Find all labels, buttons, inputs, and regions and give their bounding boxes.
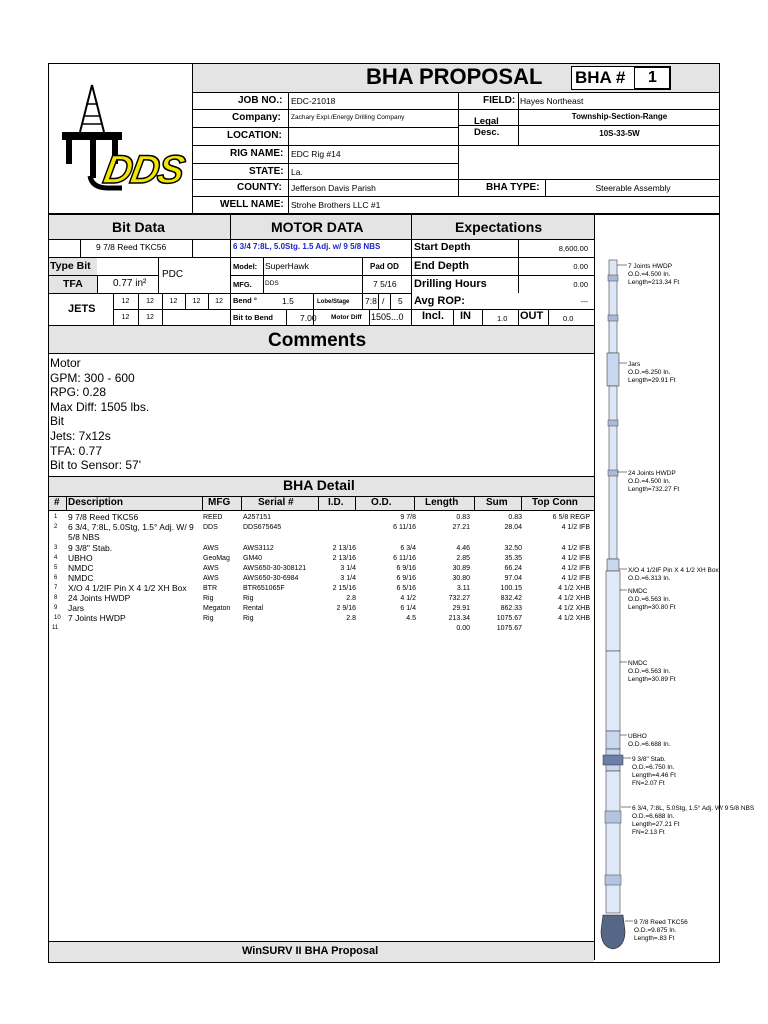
cell-description: NMDC bbox=[68, 573, 94, 583]
cell-mfg: Rig bbox=[203, 595, 214, 602]
diagram-label-line: 24 Joints HWDP bbox=[628, 470, 676, 477]
line bbox=[230, 309, 411, 310]
cell-sum: 35.35 bbox=[504, 555, 522, 562]
line bbox=[378, 293, 379, 309]
diagram-label-line: UBHO bbox=[628, 733, 647, 740]
cell-sum: 832.42 bbox=[500, 595, 522, 602]
diagram-label bbox=[621, 804, 755, 836]
cell-sum: 32.50 bbox=[504, 545, 522, 552]
legal-desc-label: Legal Desc. bbox=[474, 116, 500, 138]
diagram-label-line: Length=4.46 Ft bbox=[632, 772, 676, 779]
bha-diagram bbox=[595, 215, 755, 960]
well-name-value: Strohe Brothers LLC #1 bbox=[291, 200, 381, 210]
diagram-label-line: Length=213.34 Ft bbox=[628, 279, 680, 286]
comment-line: Jets: 7x12s bbox=[50, 428, 111, 443]
ubho-shape bbox=[606, 731, 620, 749]
line bbox=[113, 309, 230, 310]
diagram-label-line: Length=.83 Ft bbox=[634, 935, 675, 942]
lobe-stage-label: Lobe/Stage bbox=[317, 299, 350, 305]
cell-sum: 100.15 bbox=[500, 585, 522, 592]
incl-in-value: 1.0 bbox=[497, 314, 508, 323]
cell-od: 6 9/16 bbox=[396, 575, 416, 582]
end-depth-label: End Depth bbox=[414, 260, 469, 272]
bit-data-header: Bit Data bbox=[112, 219, 165, 235]
county-value: Jefferson Davis Parish bbox=[291, 183, 376, 193]
cell-top-conn: 4 1/2 XHB bbox=[558, 585, 590, 592]
cell-description: 9 7/8 Reed TKC56 bbox=[68, 512, 139, 522]
cell-num: 9 bbox=[54, 605, 58, 611]
incl-out-label: OUT bbox=[520, 310, 544, 322]
motor-desc: 6 3/4 7:8L, 5.0Stg. 1.5 Adj. w/ 9 5/8 NBS bbox=[233, 242, 381, 251]
cell-mfg: GeoMag bbox=[203, 555, 230, 562]
comment-line: Bit to Sensor: 57' bbox=[50, 458, 142, 473]
comments-body bbox=[50, 356, 590, 473]
cell-id: 2.8 bbox=[346, 615, 356, 622]
line bbox=[362, 293, 363, 309]
cell-num: 10 bbox=[54, 615, 61, 621]
cell-mfg: REED bbox=[203, 514, 223, 521]
comment-line: RPG: 0.28 bbox=[50, 385, 107, 400]
line bbox=[66, 496, 67, 510]
cell-id: 2 15/16 bbox=[332, 585, 356, 592]
cell-serial: GM40 bbox=[243, 555, 263, 562]
cell-length: 30.80 bbox=[452, 575, 470, 582]
diagram-label-line: 9 3/8" Stab. bbox=[632, 756, 666, 763]
bha-type-label: BHA TYPE: bbox=[486, 182, 540, 193]
diagram-label-line: 9 7/8 Reed TKC56 bbox=[634, 919, 688, 926]
cell-serial: BTR651065F bbox=[243, 585, 285, 592]
cell-description: Jars bbox=[68, 603, 85, 613]
table-row bbox=[48, 544, 594, 554]
jet-value: 12 bbox=[146, 314, 154, 321]
crossover-shape bbox=[607, 559, 619, 571]
bha-number-label: BHA # bbox=[575, 68, 626, 87]
diagram-label bbox=[620, 733, 671, 748]
bend-value: 1.5 bbox=[282, 296, 294, 306]
cell-serial: A257151 bbox=[243, 514, 272, 521]
logo bbox=[52, 80, 190, 206]
cell-top-conn: 4 1/2 IFB bbox=[561, 555, 590, 562]
comments-header: Comments bbox=[268, 330, 367, 351]
cell-serial: Rental bbox=[243, 605, 264, 612]
line bbox=[48, 257, 594, 258]
cell-num: 1 bbox=[54, 514, 58, 520]
table-row bbox=[48, 594, 594, 604]
line bbox=[390, 293, 391, 309]
cell-mfg: Megaton bbox=[203, 605, 231, 612]
start-depth-label: Start Depth bbox=[414, 241, 471, 253]
cell-mfg: Rig bbox=[203, 615, 214, 622]
col-header-length: Length bbox=[425, 497, 459, 508]
table-row bbox=[48, 604, 594, 614]
line bbox=[193, 92, 720, 93]
line bbox=[193, 145, 720, 146]
cell-serial: AWS650-30-6984 bbox=[243, 575, 299, 582]
diagram-label-line: FN=2.13 Ft bbox=[632, 829, 665, 836]
jet-value: 12 bbox=[146, 298, 154, 305]
cell-sum: 66.24 bbox=[504, 565, 522, 572]
cell-top-conn: 4 1/2 XHB bbox=[558, 605, 590, 612]
cell-top-conn: 4 1/2 IFB bbox=[561, 545, 590, 552]
nmdc-lower-shape bbox=[606, 651, 620, 731]
drilling-hours-value: 0.00 bbox=[573, 280, 588, 289]
diagram-label bbox=[617, 263, 679, 286]
cell-num: 7 bbox=[54, 585, 58, 591]
diagram-label bbox=[620, 660, 676, 683]
line bbox=[193, 179, 720, 180]
cell-sum: 28.04 bbox=[504, 524, 522, 531]
diagram-label-line: O.D.=6.688 In. bbox=[632, 813, 675, 820]
diagram-label bbox=[619, 361, 676, 384]
jets-label: JETS bbox=[68, 303, 96, 315]
line bbox=[193, 196, 720, 197]
diagram-label-line: X/O 4 1/2IF Pin X 4 1/2 XH Box bbox=[628, 567, 719, 574]
comment-line: Max Diff: 1505 lbs. bbox=[50, 399, 150, 414]
cell-description: 24 Joints HWDP bbox=[68, 593, 131, 603]
location-label: LOCATION: bbox=[227, 130, 282, 141]
diagram-label bbox=[617, 470, 679, 493]
cell-serial: DDS675645 bbox=[243, 524, 282, 531]
col-header-serial: Serial # bbox=[258, 497, 294, 508]
page-title: BHA PROPOSAL bbox=[366, 64, 543, 89]
diagram-label-line: NMDC bbox=[628, 660, 648, 667]
diagram-label-line: O.D.=4.500 In. bbox=[628, 271, 671, 278]
motor-model-label: Model: bbox=[233, 262, 258, 271]
motor-mfg-label: MFG. bbox=[233, 280, 252, 289]
cell-od: 6 11/16 bbox=[393, 524, 416, 531]
col-header-od: O.D. bbox=[371, 497, 392, 508]
col-header-top-conn: Top Conn bbox=[532, 497, 578, 508]
well-name-label: WELL NAME: bbox=[220, 199, 284, 210]
cell-serial: AWS3112 bbox=[243, 545, 274, 552]
cell-mfg: AWS bbox=[203, 575, 219, 582]
diagram-label-line: 6 3/4, 7:8L, 5.0Stg, 1.5° Adj. W/ 9 5/8 NBS bbox=[632, 805, 755, 812]
line bbox=[80, 239, 81, 257]
state-value: La. bbox=[291, 167, 303, 177]
motor-model-value: SuperHawk bbox=[265, 261, 309, 271]
bend-label: Bend ° bbox=[233, 296, 257, 305]
diagram-label-line: O.D.=6.313 In. bbox=[628, 575, 671, 582]
cell-length: 27.21 bbox=[452, 524, 470, 531]
hwdp-upset bbox=[608, 315, 618, 321]
col-header-id: I.D. bbox=[328, 497, 344, 508]
hwdp-7-joints-shape bbox=[609, 260, 617, 353]
line bbox=[548, 309, 549, 325]
company-label: Company: bbox=[232, 112, 281, 123]
cell-num: 4 bbox=[54, 555, 58, 561]
table-row bbox=[48, 554, 594, 564]
line bbox=[263, 257, 264, 293]
table-row bbox=[48, 564, 594, 574]
line bbox=[288, 92, 289, 213]
cell-description-line2: 5/8 NBS bbox=[68, 532, 100, 542]
cell-description: 7 Joints HWDP bbox=[68, 613, 126, 623]
cell-description: X/O 4 1/2IF Pin X 4 1/2 XH Box bbox=[68, 583, 187, 593]
line bbox=[518, 239, 519, 293]
cell-top-conn: 6 5/8 REGP bbox=[552, 514, 590, 521]
diagram-label-line: Length=30.80 Ft bbox=[628, 604, 676, 611]
bit-to-bend-label: Bit to Bend bbox=[233, 313, 273, 322]
diagram-label-line: FN=2.07 Ft bbox=[632, 780, 665, 787]
diagram-label bbox=[623, 756, 676, 787]
rig-name-label: RIG NAME: bbox=[230, 148, 284, 159]
line bbox=[318, 496, 319, 510]
cell-od: 6 5/16 bbox=[396, 585, 416, 592]
diagram-label-line: O.D.=6.563 In. bbox=[628, 668, 671, 675]
motor-shape bbox=[606, 771, 620, 913]
comment-line: Bit bbox=[50, 414, 65, 429]
pad-od-label: Pad OD bbox=[370, 262, 399, 271]
comment-line: Motor bbox=[50, 356, 81, 370]
cell-length: 0.00 bbox=[456, 625, 470, 632]
line bbox=[286, 309, 287, 325]
cell-length: 4.46 bbox=[456, 545, 470, 552]
incl-in-label: IN bbox=[460, 310, 471, 322]
cell-id: 2 13/16 bbox=[332, 555, 356, 562]
diagram-label-line: O.D.=9.875 In. bbox=[634, 927, 677, 934]
cell-description: 9 3/8" Stab. bbox=[68, 543, 113, 553]
job-no-label: JOB NO.: bbox=[238, 95, 283, 106]
tfa-value: 0.77 in² bbox=[113, 278, 147, 289]
start-depth-value: 8,600.00 bbox=[558, 244, 588, 253]
cell-mfg: BTR bbox=[203, 585, 217, 592]
cell-od: 4 1/2 bbox=[400, 595, 416, 602]
field-value: Hayes Northeast bbox=[520, 96, 584, 106]
cell-id: 2.8 bbox=[346, 595, 356, 602]
line bbox=[193, 109, 720, 110]
field-label: FIELD: bbox=[483, 95, 516, 106]
cell-serial: Rig bbox=[243, 595, 254, 602]
line bbox=[241, 496, 242, 510]
diagram-label bbox=[625, 919, 688, 942]
cell-od: 9 7/8 bbox=[400, 514, 416, 521]
jet-value: 12 bbox=[121, 314, 130, 321]
line bbox=[48, 353, 594, 354]
bit-type-label: Type Bit bbox=[50, 260, 91, 272]
avg-rop-label: Avg ROP: bbox=[414, 295, 465, 307]
cell-id: 2 13/16 bbox=[332, 545, 356, 552]
hwdp-upset bbox=[608, 470, 618, 476]
motor-mfg-value: DDS bbox=[265, 280, 279, 287]
lobe-separator: / bbox=[382, 296, 385, 306]
diagram-label-line: Length=30.89 Ft bbox=[628, 676, 676, 683]
stage-value: 5 bbox=[398, 296, 403, 306]
cell-length: 29.91 bbox=[452, 605, 470, 612]
table-row bbox=[48, 523, 594, 543]
bit-name: 9 7/8 Reed TKC56 bbox=[96, 242, 167, 252]
diagram-label bbox=[620, 588, 676, 611]
motor-diff-label: Motor Diff bbox=[331, 314, 362, 321]
cell-mfg: AWS bbox=[203, 565, 219, 572]
line bbox=[202, 496, 203, 510]
cell-num: 3 bbox=[54, 545, 58, 551]
bit-shape bbox=[601, 915, 625, 949]
cell-length: 732.27 bbox=[448, 595, 470, 602]
cell-id: 2 9/16 bbox=[336, 605, 356, 612]
tsr-label: Township-Section-Range bbox=[571, 112, 668, 121]
cell-od: 6 3/4 bbox=[400, 545, 416, 552]
cell-od: 4.5 bbox=[406, 615, 416, 622]
bit-to-bend-value: 7.00 bbox=[300, 313, 317, 323]
cell-num: 6 bbox=[54, 575, 58, 581]
line bbox=[97, 275, 98, 293]
cell-length: 30.89 bbox=[452, 565, 470, 572]
col-header-mfg: MFG bbox=[208, 497, 231, 508]
line bbox=[230, 275, 594, 276]
cell-description: NMDC bbox=[68, 563, 94, 573]
cell-length: 0.83 bbox=[456, 514, 470, 521]
line bbox=[48, 239, 594, 240]
company-value: Zachary Expl./Energy Drilling Company bbox=[291, 114, 405, 121]
cell-top-conn: 4 1/2 IFB bbox=[561, 575, 590, 582]
line bbox=[369, 309, 370, 325]
bha-type-value: Steerable Assembly bbox=[595, 183, 671, 193]
motor-bend-housing bbox=[605, 811, 621, 823]
bha-number: 1 bbox=[648, 69, 657, 86]
line bbox=[158, 257, 159, 293]
tsr-value: 10S-33-5W bbox=[599, 129, 640, 138]
rig-name-value: EDC Rig #14 bbox=[291, 149, 341, 159]
diagram-label-line: Length=29.91 Ft bbox=[628, 377, 676, 384]
line bbox=[192, 239, 193, 257]
comment-line: TFA: 0.77 bbox=[50, 443, 103, 458]
jet-value: 12 bbox=[215, 298, 223, 305]
table-row bbox=[48, 614, 594, 624]
cell-length: 2.85 bbox=[456, 555, 470, 562]
line bbox=[193, 163, 458, 164]
line bbox=[193, 127, 458, 128]
diagram-label-line: Jars bbox=[628, 361, 641, 368]
jet-value: 12 bbox=[192, 298, 201, 305]
cell-od: 6 11/16 bbox=[393, 555, 416, 562]
cell-length: 213.34 bbox=[448, 615, 470, 622]
cell-mfg: AWS bbox=[203, 545, 219, 552]
jet-value: 12 bbox=[169, 298, 178, 305]
cell-num: 2 bbox=[54, 524, 58, 530]
motor-diff-value: 1505...0 bbox=[371, 312, 404, 322]
table-row bbox=[48, 624, 594, 634]
cell-num: 11 bbox=[52, 625, 59, 631]
diagram-label-line: NMDC bbox=[628, 588, 648, 595]
diagram-label-line: Length=732.27 Ft bbox=[628, 486, 680, 493]
stabilizer-blade bbox=[603, 755, 623, 765]
cell-top-conn: 4 1/2 IFB bbox=[561, 565, 590, 572]
diagram-label-line: 7 Joints HWDP bbox=[628, 263, 673, 270]
diagram-label-line: O.D.=6.250 In. bbox=[628, 369, 671, 376]
line bbox=[458, 92, 459, 196]
line bbox=[482, 309, 483, 325]
diagram-label-line: Length=27.21 Ft bbox=[632, 821, 680, 828]
logo-text: DDS bbox=[100, 148, 187, 192]
col-header-sum: Sum bbox=[486, 497, 508, 508]
cell-id: 3 1/4 bbox=[340, 575, 356, 582]
line bbox=[474, 496, 475, 510]
diagram-label-line: O.D.=6.750 In. bbox=[632, 764, 675, 771]
diagram-label-line: O.D.=6.563 In. bbox=[628, 596, 671, 603]
lobe-value: 7:8 bbox=[365, 296, 377, 306]
cell-serial: Rig bbox=[243, 615, 254, 622]
cell-sum: 862.33 bbox=[500, 605, 522, 612]
pad-od-value: 7 5/16 bbox=[373, 279, 397, 289]
detail-column-header-bar bbox=[49, 496, 594, 510]
job-no-value: EDC-21018 bbox=[291, 96, 336, 106]
avg-rop-value: --- bbox=[580, 297, 588, 306]
bha-string-drawing bbox=[595, 215, 768, 960]
cell-top-conn: 4 1/2 IFB bbox=[561, 524, 590, 531]
cell-id: 3 1/4 bbox=[340, 565, 356, 572]
county-label: COUNTY: bbox=[237, 182, 282, 193]
footer-text: WinSURV II BHA Proposal bbox=[242, 945, 379, 957]
detail-table-body bbox=[48, 513, 594, 933]
diagram-label bbox=[619, 567, 719, 582]
line bbox=[48, 496, 594, 497]
col-header-num: # bbox=[54, 497, 60, 508]
jars-shape bbox=[607, 353, 619, 386]
line bbox=[48, 510, 594, 511]
cell-description: UBHO bbox=[68, 553, 93, 563]
line bbox=[362, 257, 363, 293]
drilling-hours-label: Drilling Hours bbox=[414, 278, 487, 290]
cell-serial: AWS650-30-308121 bbox=[243, 565, 307, 572]
diagram-label-line: O.D.=6.688 In. bbox=[628, 741, 671, 748]
line bbox=[453, 309, 454, 325]
line bbox=[518, 309, 519, 325]
diagram-label-line: O.D.=4.500 In. bbox=[628, 478, 671, 485]
hwdp-upset bbox=[608, 420, 618, 426]
cell-length: 3.11 bbox=[456, 585, 470, 592]
line bbox=[521, 496, 522, 510]
jet-value: 12 bbox=[121, 298, 130, 305]
expectations-header: Expectations bbox=[455, 219, 543, 235]
cell-od: 6 1/4 bbox=[400, 605, 416, 612]
cell-top-conn: 4 1/2 XHB bbox=[558, 615, 590, 622]
end-depth-value: 0.00 bbox=[573, 262, 588, 271]
cell-num: 8 bbox=[54, 595, 58, 601]
detail-header: BHA Detail bbox=[283, 477, 355, 493]
col-header-description: Description bbox=[68, 497, 124, 508]
line bbox=[355, 496, 356, 510]
motor-data-header: MOTOR DATA bbox=[271, 219, 364, 235]
cell-sum: 1075.67 bbox=[496, 625, 522, 632]
line bbox=[414, 496, 415, 510]
incl-out-value: 0.0 bbox=[563, 314, 574, 323]
line bbox=[48, 293, 411, 294]
incl-label: Incl. bbox=[422, 310, 445, 322]
tfa-label: TFA bbox=[63, 278, 83, 290]
cell-mfg: DDS bbox=[203, 524, 218, 531]
cell-description: 6 3/4, 7:8L, 5.0Stg, 1.5° Adj. W/ 9 bbox=[68, 522, 194, 532]
cell-sum: 97.04 bbox=[504, 575, 522, 582]
comment-line: GPM: 300 - 600 bbox=[50, 370, 135, 385]
cell-top-conn: 4 1/2 XHB bbox=[558, 595, 590, 602]
cell-sum: 0.83 bbox=[508, 514, 522, 521]
state-label: STATE: bbox=[249, 166, 284, 177]
nmdc-upper-shape bbox=[606, 571, 620, 651]
cell-num: 5 bbox=[54, 565, 58, 571]
cell-od: 6 9/16 bbox=[396, 565, 416, 572]
bit-type-value: PDC bbox=[162, 269, 184, 280]
cell-sum: 1075.67 bbox=[496, 615, 522, 622]
motor-sleeve bbox=[605, 875, 621, 885]
hwdp-upset bbox=[608, 275, 618, 281]
